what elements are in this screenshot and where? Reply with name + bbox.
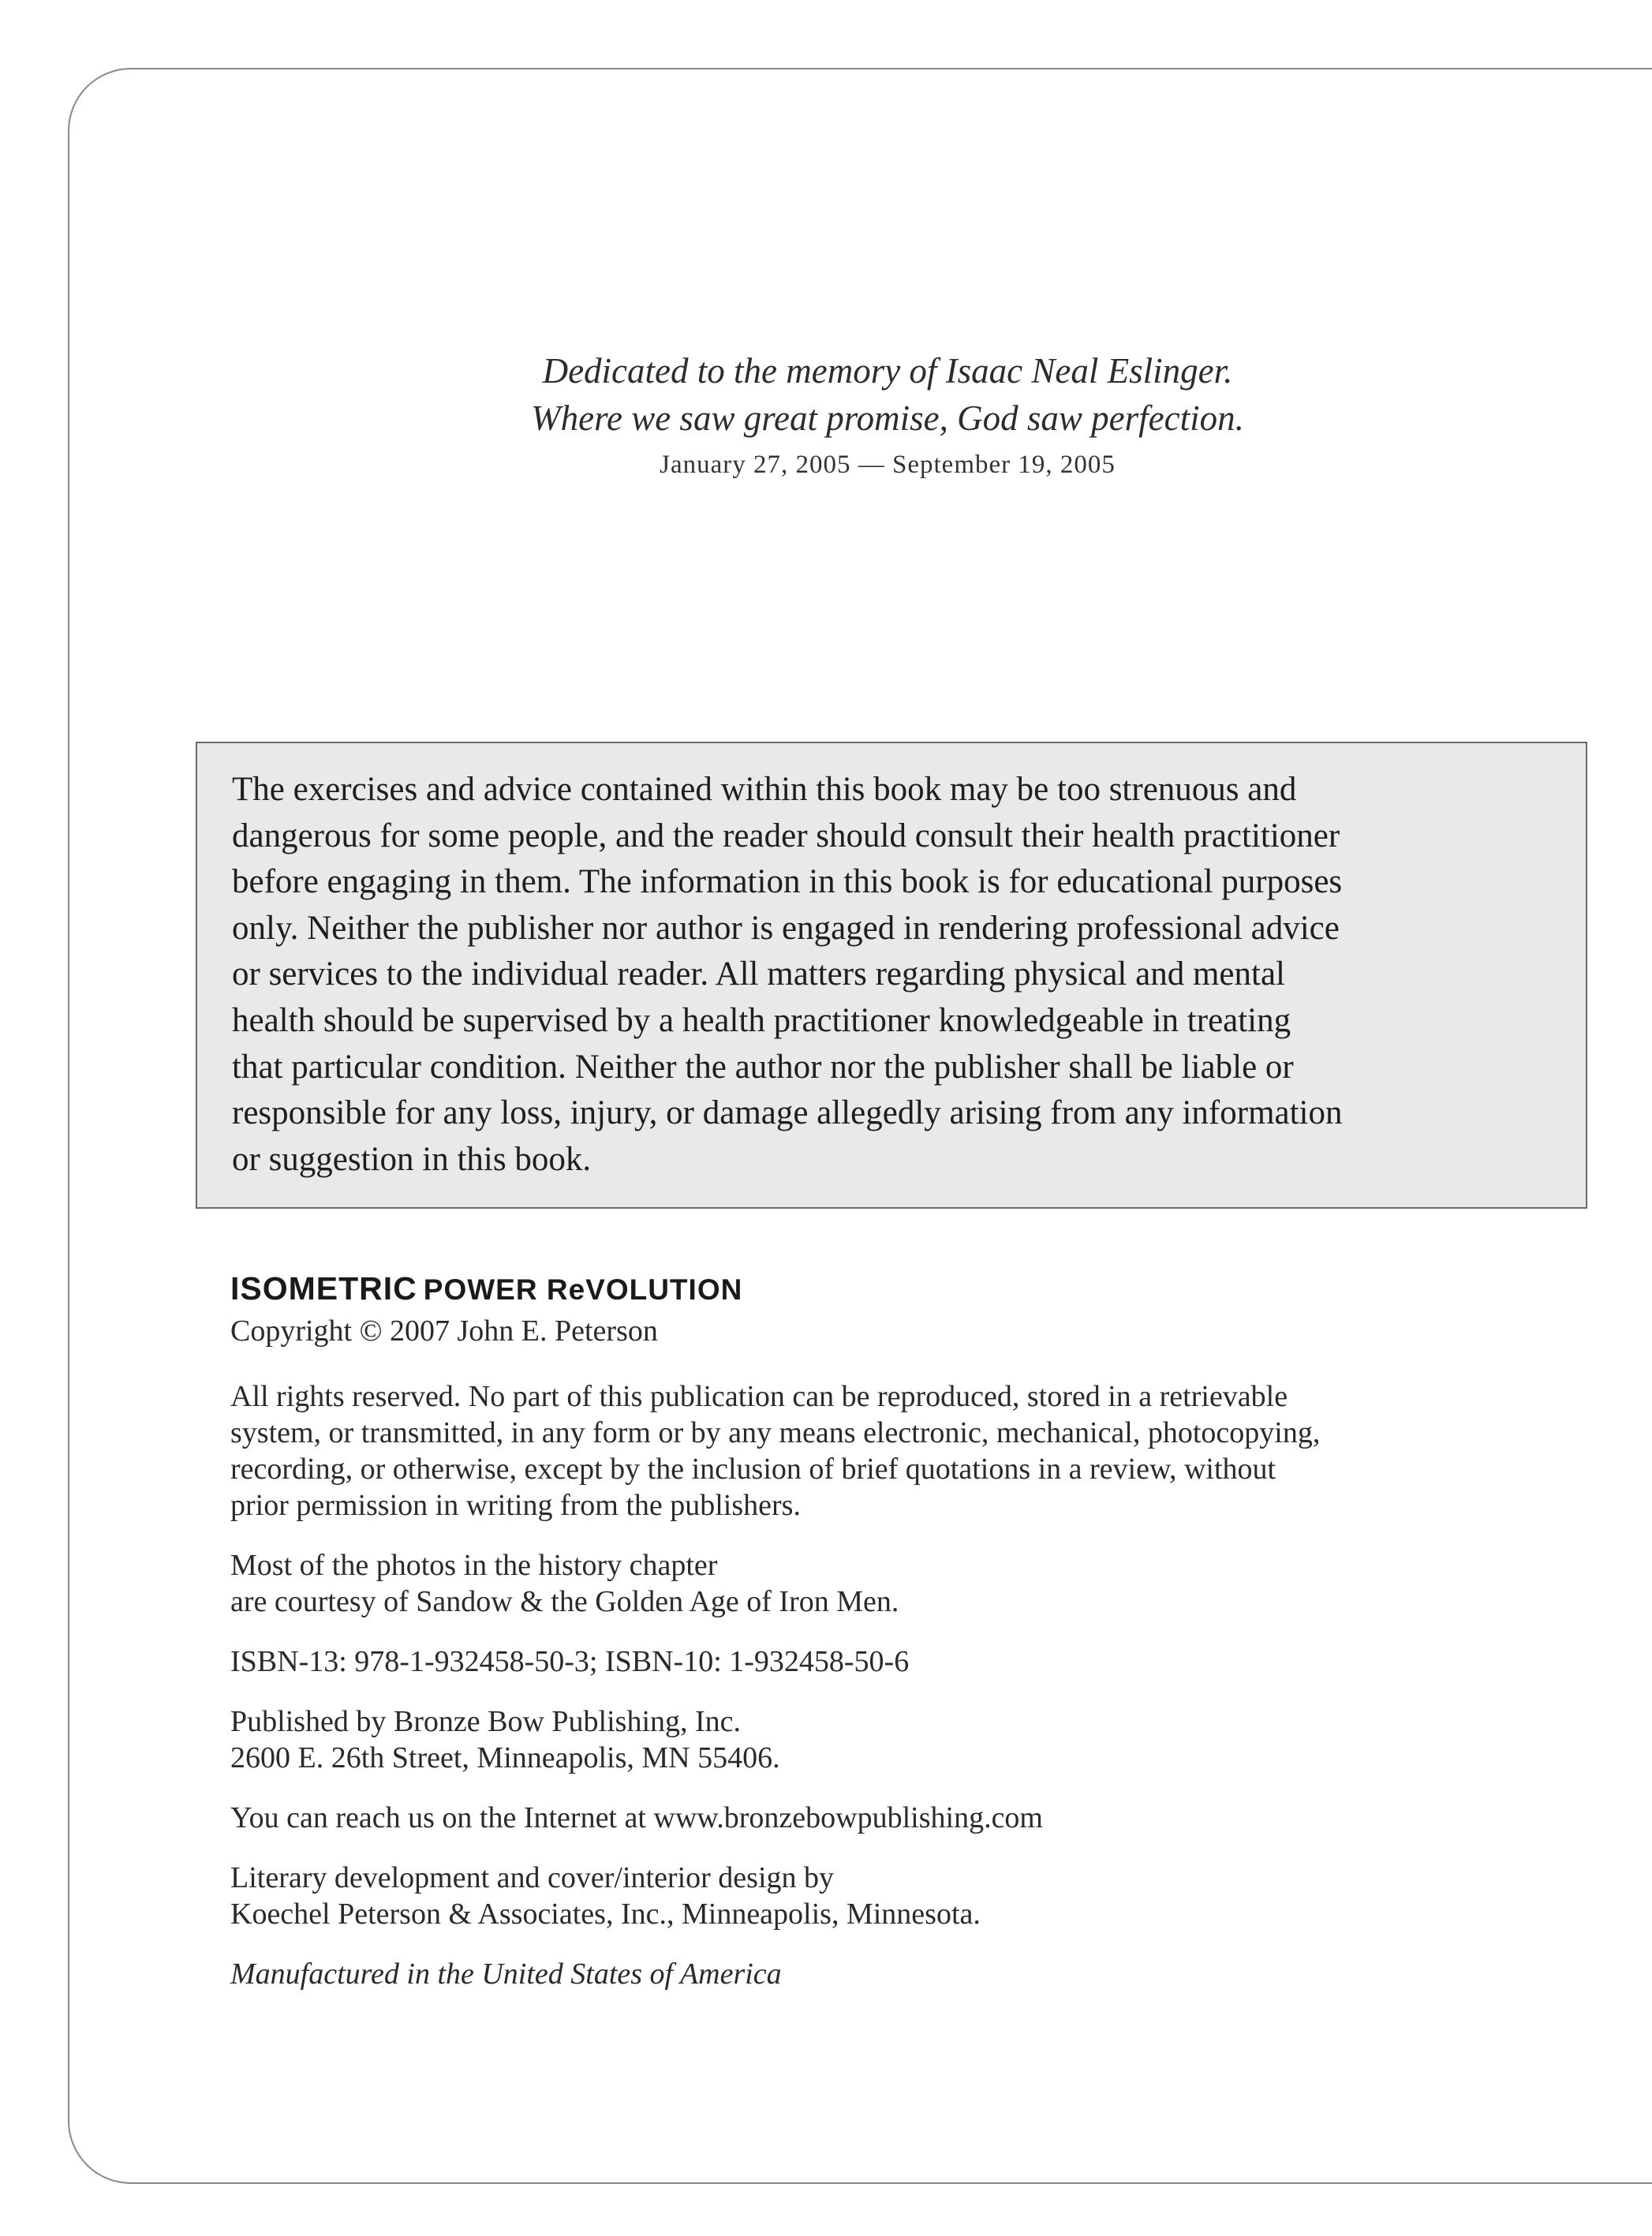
photos-line: Most of the photos in the history chapter [230,1549,718,1582]
disclaimer-line: The exercises and advice contained within this book may be too strenuous and [232,771,1297,808]
rights-line: All rights reserved. No part of this publication can be reproduced, stored in a retrievable [230,1380,1288,1413]
photos-line: are courtesy of Sandow & the Golden Age of Iron Men. [230,1585,899,1618]
rights-line: system, or transmitted, in any form or by any means electronic, mechanical, photocopying, [230,1416,1321,1449]
dedication-dates: January 27, 2005 — September 19, 2005 [660,451,1116,479]
copyright-block [230,1266,1635,2016]
internet-line: You can reach us on the Internet at www.bronzebowpublishing.com [230,1801,1043,1834]
disclaimer-line: only. Neither the publisher nor author is engaged in rendering professional advice [232,909,1340,947]
publisher-line: Published by Bronze Bow Publishing, Inc. [230,1705,742,1738]
rights-line: recording, or otherwise, except by the inclusion of brief quotations in a review, without [230,1453,1276,1486]
design-line: Literary development and cover/interior design by [230,1861,835,1894]
disclaimer-line: dangerous for some people, and the reader should consult their health practitioner [232,817,1340,854]
disclaimer-box [196,742,1587,1209]
design-line: Koechel Peterson & Associates, Inc., Minneapolis, Minnesota. [230,1898,981,1931]
disclaimer-line: health should be supervised by a health practitioner knowledgeable in treating [232,1001,1291,1039]
publisher-address: 2600 E. 26th Street, Minneapolis, MN 55406. [230,1741,780,1774]
isbn: ISBN-13: 978-1-932458-50-3; ISBN-10: 1-932458-50-6 [230,1645,910,1678]
disclaimer-line: before engaging in them. The information in this book is for educational purposes [232,863,1343,901]
disclaimer-line: or services to the individual reader. All matters regarding physical and mental [232,955,1285,993]
disclaimer-line: or suggestion in this book. [232,1140,592,1178]
rights-line: prior permission in writing from the publishers. [230,1489,801,1522]
copyright-line: Copyright © 2007 John E. Peterson [230,1314,658,1348]
book-title-part-1: ISOMETRIC [230,1270,417,1307]
manufactured-line: Manufactured in the United States of America [230,1957,782,1991]
design-paragraph [230,1860,1635,1932]
disclaimer-line: that particular condition. Neither the author nor the publisher shall be liable or [232,1048,1294,1086]
dedication-line-2: Where we saw great promise, God saw perfection. [531,398,1244,438]
photos-paragraph [230,1547,1635,1620]
publisher-paragraph [230,1703,1635,1776]
dedication [0,347,1652,488]
book-title-part-2: POWER ReVOLUTION [423,1273,743,1306]
book-title [230,1266,1635,1312]
disclaimer-line: responsible for any loss, injury, or damage allegedly arising from any information [232,1094,1343,1132]
dedication-line-1: Dedicated to the memory of Isaac Neal Eslinger. [542,351,1233,391]
rights-paragraph [230,1378,1635,1524]
